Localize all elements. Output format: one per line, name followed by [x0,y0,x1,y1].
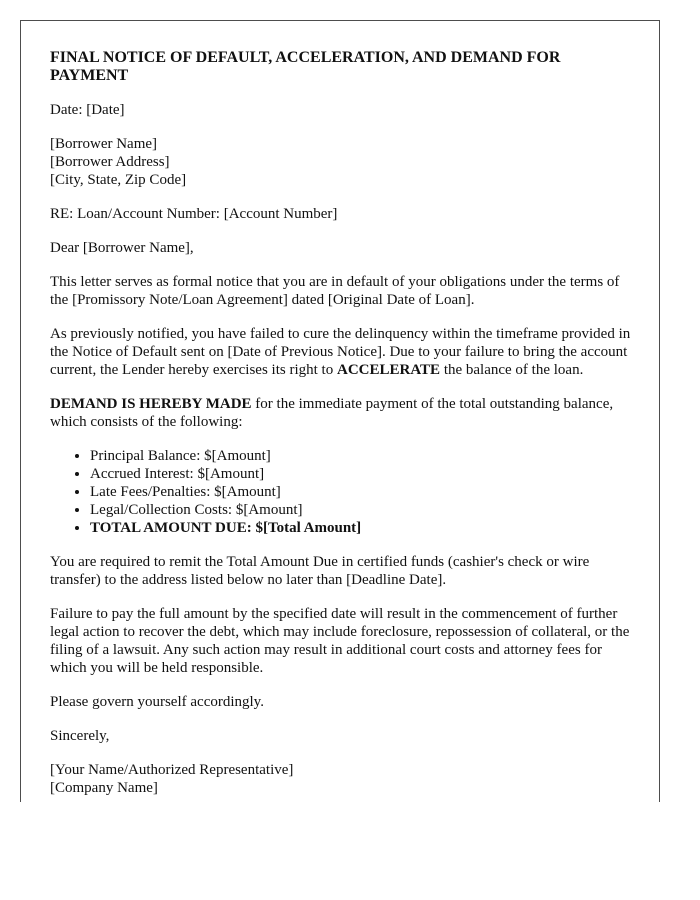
paragraph-remittance: You are required to remit the Total Amount Due in certified funds (cashier's check or wire transfer) to the address listed below no later than [Deadline Date]. [50,554,590,588]
accelerate-emphasis: ACCELERATE [336,362,441,378]
letter-body [50,49,640,802]
closing: Sincerely, [50,728,110,744]
demand-emphasis: DEMAND IS HEREBY MADE [50,396,252,412]
list-item-principal: • Principal Balance: $[Amount] [90,447,640,465]
signature-block [50,761,640,797]
company-name: [Company Name] [50,780,158,796]
paragraph-acceleration [50,325,640,379]
demand-text: for the immediate payment of the total outstanding balance, which consists of the following: [50,396,614,430]
borrower-city-state-zip: [City, State, Zip Code] [50,172,187,188]
acceleration-text-end: the balance of the loan. [440,362,584,378]
borrower-address: [Borrower Address] [50,154,170,170]
letter-title: FINAL NOTICE OF DEFAULT, ACCELERATION, AND DEMAND FOR PAYMENT [50,49,561,84]
paragraph-default-notice: This letter serves as formal notice that you are in default of your obligations under the terms of the [Promissory Note/Loan Agreement] dated [Original Date of Loan]. [50,274,620,308]
signer-name: [Your Name/Authorized Representative] [50,762,294,778]
acceleration-text: As previously notified, you have failed to cure the delinquency within the timeframe provided in the Notice of Default sent on [Date of Previous Notice]. Due to your failure to bring the account current, the Lender hereby exercises its right to [50,326,631,378]
borrower-name: [Borrower Name] [50,136,158,152]
re-line: RE: Loan/Account Number: [Account Number] [50,206,338,222]
list-item-late-fees: • Late Fees/Penalties: $[Amount] [90,483,640,501]
paragraph-govern: Please govern yourself accordingly. [50,694,264,710]
letter-page [20,20,660,802]
salutation: Dear [Borrower Name], [50,240,194,256]
list-item-interest: • Accrued Interest: $[Amount] [90,465,640,483]
date-line: Date: [Date] [50,102,125,118]
paragraph-legal-action: Failure to pay the full amount by the specified date will result in the commencement of further legal action to recover the debt, which may include foreclosure, repossession of collateral, or the filing of a lawsuit. Any such action may result in additional court costs and attorney fees for which you will be held responsible. [50,606,630,676]
amount-breakdown-list [50,447,640,537]
paragraph-demand [50,395,640,431]
list-item-total-due: • TOTAL AMOUNT DUE: $[Total Amount] [90,519,640,537]
list-item-legal-costs: • Legal/Collection Costs: $[Amount] [90,501,640,519]
borrower-address-block [50,135,640,189]
